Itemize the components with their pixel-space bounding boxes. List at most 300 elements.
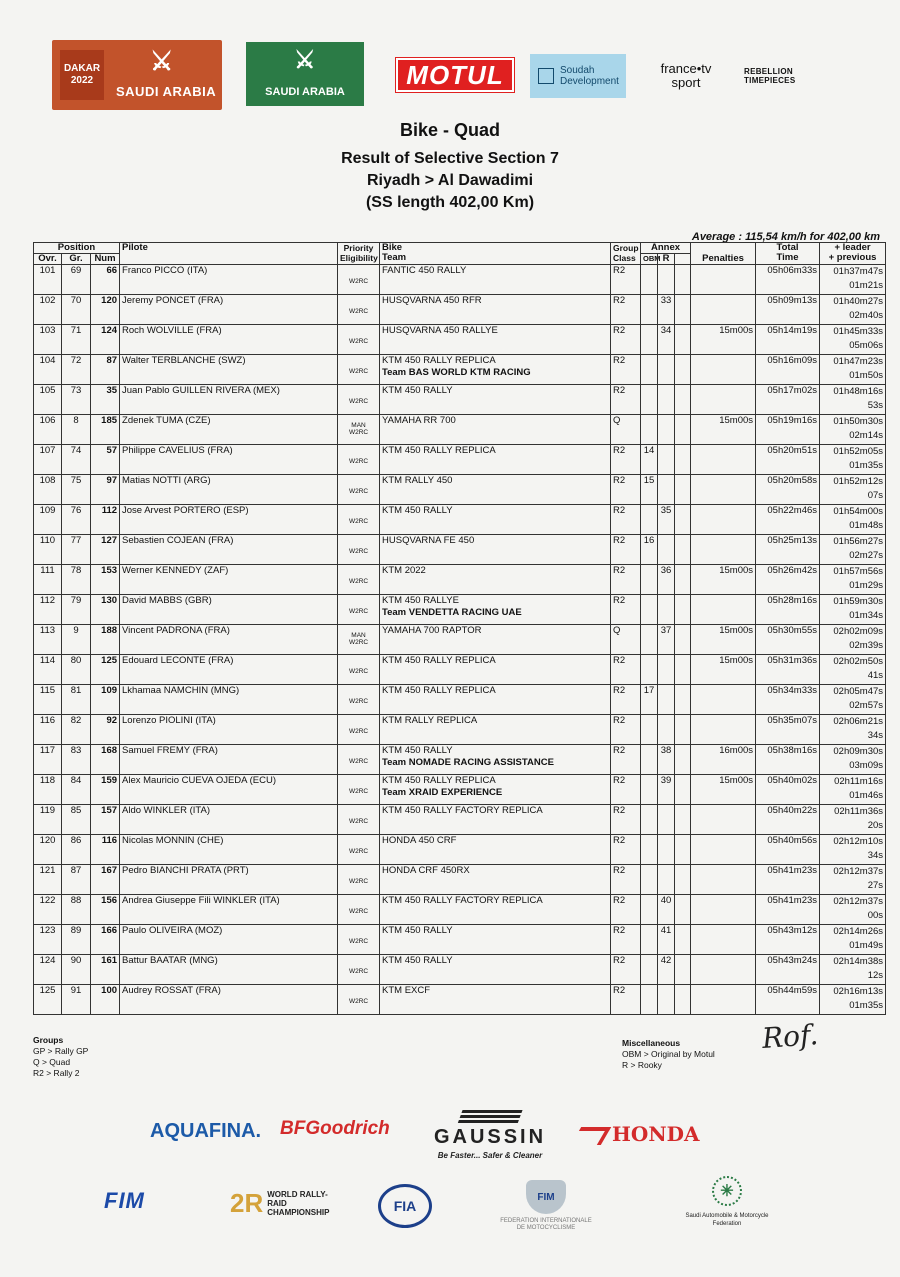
table-row (34, 895, 886, 925)
soudah-text: Soudah Development (560, 65, 619, 87)
cell-pilote: Matias NOTTI (ARG) (120, 475, 338, 505)
priority-label: W2RC (348, 998, 369, 1005)
cell-obm (641, 595, 658, 625)
header-obm: OBM (641, 254, 658, 265)
cell-bike-team (380, 625, 611, 655)
cell-pilote: Edouard LECONTE (FRA) (120, 655, 338, 685)
cell-num: 159 (91, 775, 120, 805)
bike-name: HONDA CRF 450RX (382, 865, 470, 876)
cell-ovr: 112 (34, 595, 62, 625)
cell-num: 156 (91, 895, 120, 925)
cell-empty (675, 415, 691, 445)
palm-swords-icon: ⚔ (150, 46, 174, 76)
cell-gr: 83 (62, 745, 91, 775)
cell-group: R2 (611, 925, 641, 955)
cell-obm (641, 505, 658, 535)
length-title: (SS length 402,00 Km) (365, 194, 535, 211)
gap-leader: 01h52m05s (833, 446, 884, 457)
cell-priority (338, 475, 380, 505)
header-total-line1: Total (776, 242, 799, 253)
cell-group: R2 (611, 715, 641, 745)
cell-penalties (691, 355, 756, 385)
gap-previous: 02m40s (849, 310, 884, 321)
cell-empty (675, 385, 691, 415)
cell-num: 125 (91, 655, 120, 685)
cell-pilote: Paulo OLIVEIRA (MOZ) (120, 925, 338, 955)
bike-name: KTM 450 RALLYE (382, 595, 459, 606)
cell-group: R2 (611, 505, 641, 535)
table-row (34, 565, 886, 595)
cell-obm (641, 775, 658, 805)
table-row (34, 835, 886, 865)
cell-total-time: 05h28m16s (756, 595, 820, 625)
bike-name: YAMAHA 700 RAPTOR (382, 625, 482, 636)
cell-ovr: 124 (34, 955, 62, 985)
cell-penalties (691, 835, 756, 865)
header-leader-line1: + leader (834, 242, 871, 253)
cell-empty (675, 835, 691, 865)
table-row (34, 475, 886, 505)
group-gp: GP > Rally GP (33, 1046, 89, 1056)
cell-total-time: 05h26m42s (756, 565, 820, 595)
cell-penalties: 15m00s (691, 415, 756, 445)
cell-ovr: 117 (34, 745, 62, 775)
cell-ovr: 105 (34, 385, 62, 415)
cell-bike-team (380, 805, 611, 835)
cell-r (658, 985, 675, 1015)
gap-previous: 01m48s (849, 520, 884, 531)
gap-leader: 02h16m13s (833, 986, 884, 997)
cell-obm: 15 (641, 475, 658, 505)
cell-total-time: 05h25m13s (756, 535, 820, 565)
gap-previous: 02m14s (849, 430, 884, 441)
cell-pilote: Lorenzo PIOLINI (ITA) (120, 715, 338, 745)
cell-penalties (691, 475, 756, 505)
cell-group: R2 (611, 385, 641, 415)
cell-r (658, 445, 675, 475)
results-table (33, 242, 886, 1015)
table-row (34, 415, 886, 445)
cell-ovr: 125 (34, 985, 62, 1015)
cell-penalties (691, 715, 756, 745)
cell-group: R2 (611, 535, 641, 565)
table-row (34, 325, 886, 355)
gap-leader: 01h56m27s (833, 536, 884, 547)
cell-priority (338, 445, 380, 475)
honda-logo (576, 1122, 699, 1146)
cell-obm (641, 655, 658, 685)
priority-label: W2RC (348, 488, 369, 495)
cell-obm: 16 (641, 535, 658, 565)
cell-ovr: 114 (34, 655, 62, 685)
cell-num: 100 (91, 985, 120, 1015)
bike-name: KTM 450 RALLY FACTORY REPLICA (382, 895, 543, 906)
cell-ovr: 119 (34, 805, 62, 835)
priority-label: W2RC (348, 578, 369, 585)
cell-num: 57 (91, 445, 120, 475)
route-title: Riyadh > Al Dawadimi (366, 172, 534, 189)
cell-priority (338, 505, 380, 535)
cell-r (658, 385, 675, 415)
header-priority-line2: Eligibility (340, 253, 378, 263)
cell-pilote: Audrey ROSSAT (FRA) (120, 985, 338, 1015)
gap-previous: 41s (867, 670, 884, 681)
gap-previous: 07s (867, 490, 884, 501)
gap-leader: 02h14m26s (833, 926, 884, 937)
cell-obm (641, 835, 658, 865)
gap-previous: 00s (867, 910, 884, 921)
priority-label: W2RC (348, 398, 369, 405)
cell-empty (675, 535, 691, 565)
gap-leader: 02h12m10s (833, 836, 884, 847)
table-row (34, 385, 886, 415)
priority-label: W2RC (348, 698, 369, 705)
cell-num: 97 (91, 475, 120, 505)
cell-r: 38 (658, 745, 675, 775)
cell-empty (675, 475, 691, 505)
team-name: Team NOMADE RACING ASSISTANCE (382, 757, 554, 768)
cell-num: 188 (91, 625, 120, 655)
cell-bike-team (380, 325, 611, 355)
cell-total-time: 05h43m24s (756, 955, 820, 985)
cell-ovr: 107 (34, 445, 62, 475)
francetv-line1: france•tv (660, 61, 712, 76)
fim-logo (496, 1180, 596, 1232)
bike-name: FANTIC 450 RALLY (382, 265, 467, 276)
cell-r (658, 805, 675, 835)
priority-label: W2RC (348, 848, 369, 855)
cell-pilote: Alex Mauricio CUEVA OJEDA (ECU) (120, 775, 338, 805)
cell-ovr: 108 (34, 475, 62, 505)
cell-penalties (691, 595, 756, 625)
cell-pilote: Philippe CAVELIUS (FRA) (120, 445, 338, 475)
cell-leader-previous (820, 685, 886, 715)
cell-total-time: 05h20m51s (756, 445, 820, 475)
cell-obm (641, 565, 658, 595)
header-total-line2: Time (776, 252, 799, 263)
cell-total-time: 05h16m09s (756, 355, 820, 385)
bike-name: KTM 450 RALLY (382, 745, 453, 756)
cell-obm (641, 745, 658, 775)
cell-pilote: Franco PICCO (ITA) (120, 265, 338, 295)
fim-subtitle: FEDERATION INTERNATIONALE DE MOTOCYCLISME (500, 1218, 592, 1231)
table-row (34, 805, 886, 835)
cell-gr: 84 (62, 775, 91, 805)
cell-group: R2 (611, 835, 641, 865)
misc-title: Miscellaneous (622, 1038, 681, 1048)
gaussin-logo (430, 1110, 550, 1160)
cell-pilote: Zdenek TUMA (CZE) (120, 415, 338, 445)
cell-empty (675, 745, 691, 775)
soudah-mark-icon (538, 68, 554, 84)
cell-empty (675, 325, 691, 355)
table-row (34, 655, 886, 685)
cell-pilote: Juan Pablo GUILLEN RIVERA (MEX) (120, 385, 338, 415)
cell-leader-previous (820, 265, 886, 295)
priority-label: MAN W2RC (348, 632, 369, 646)
aquafina-logo: AQUAFINA. (150, 1120, 262, 1142)
cell-total-time: 05h41m23s (756, 895, 820, 925)
gap-leader: 01h45m33s (833, 326, 884, 337)
cell-num: 35 (91, 385, 120, 415)
cell-bike-team (380, 565, 611, 595)
cell-obm (641, 415, 658, 445)
cell-pilote: Battur BAATAR (MNG) (120, 955, 338, 985)
motul-logo: MOTUL (396, 58, 514, 92)
cell-num: 185 (91, 415, 120, 445)
cell-group: R2 (611, 985, 641, 1015)
bike-name: KTM EXCF (382, 985, 431, 996)
cell-total-time: 05h09m13s (756, 295, 820, 325)
gap-leader: 01h57m56s (833, 566, 884, 577)
header-ovr: Ovr. (34, 254, 62, 265)
cell-total-time: 05h20m58s (756, 475, 820, 505)
cell-r: 42 (658, 955, 675, 985)
header-annex: Annex (641, 243, 691, 254)
priority-label: W2RC (348, 668, 369, 675)
table-row (34, 445, 886, 475)
gap-previous: 53s (867, 400, 884, 411)
cell-penalties (691, 955, 756, 985)
priority-label: W2RC (348, 938, 369, 945)
priority-label: W2RC (348, 308, 369, 315)
header-total-time (756, 243, 820, 265)
bike-name: KTM 450 RALLY (382, 385, 453, 396)
cell-gr: 69 (62, 265, 91, 295)
cell-group: R2 (611, 295, 641, 325)
cell-r: 35 (658, 505, 675, 535)
header-num: Num (91, 254, 120, 265)
cell-group: R2 (611, 775, 641, 805)
header-group-line2: Class (613, 253, 636, 263)
cell-ovr: 116 (34, 715, 62, 745)
group-q: Q > Quad (33, 1057, 71, 1067)
header-team: Team (382, 252, 407, 263)
cell-leader-previous (820, 295, 886, 325)
cell-num: 130 (91, 595, 120, 625)
cell-priority (338, 595, 380, 625)
priority-label: W2RC (348, 728, 369, 735)
section-title: Result of Selective Section 7 (341, 150, 559, 167)
gap-leader: 01h47m23s (833, 356, 884, 367)
cell-obm (641, 805, 658, 835)
bike-name: HONDA 450 CRF (382, 835, 457, 846)
cell-gr: 87 (62, 865, 91, 895)
cell-ovr: 106 (34, 415, 62, 445)
cell-group: Q (611, 625, 641, 655)
cell-obm: 14 (641, 445, 658, 475)
cell-r (658, 475, 675, 505)
rebellion-logo: REBELLION TIMEPIECES (744, 67, 796, 85)
cell-gr: 88 (62, 895, 91, 925)
bfgoodrich-logo: BFGoodrich (280, 1118, 390, 1139)
priority-label: W2RC (348, 968, 369, 975)
honda-wing-icon (571, 1127, 611, 1145)
cell-r (658, 415, 675, 445)
wrrc-logo (230, 1188, 337, 1219)
cell-num: 124 (91, 325, 120, 355)
bike-name: KTM 450 RALLY FACTORY REPLICA (382, 805, 543, 816)
table-row (34, 925, 886, 955)
header-empty (675, 254, 691, 265)
cell-bike-team (380, 265, 611, 295)
cell-leader-previous (820, 745, 886, 775)
gap-previous: 12s (867, 970, 884, 981)
gap-previous: 02m57s (849, 700, 884, 711)
cell-pilote: Walter TERBLANCHE (SWZ) (120, 355, 338, 385)
cell-total-time: 05h30m55s (756, 625, 820, 655)
gap-previous: 27s (867, 880, 884, 891)
cell-ovr: 110 (34, 535, 62, 565)
cell-obm (641, 625, 658, 655)
cell-num: 161 (91, 955, 120, 985)
cell-gr: 72 (62, 355, 91, 385)
cell-r: 41 (658, 925, 675, 955)
cell-total-time: 05h22m46s (756, 505, 820, 535)
cell-gr: 77 (62, 535, 91, 565)
cell-priority (338, 895, 380, 925)
priority-label: W2RC (348, 788, 369, 795)
priority-label: W2RC (348, 338, 369, 345)
gap-previous: 20s (867, 820, 884, 831)
cell-pilote: Roch WOLVILLE (FRA) (120, 325, 338, 355)
priority-label: W2RC (348, 368, 369, 375)
gap-leader: 02h12m37s (833, 896, 884, 907)
table-row (34, 505, 886, 535)
cell-r (658, 535, 675, 565)
cell-gr: 79 (62, 595, 91, 625)
cell-total-time: 05h40m56s (756, 835, 820, 865)
cell-pilote: Jeremy PONCET (FRA) (120, 295, 338, 325)
cell-group: R2 (611, 655, 641, 685)
cell-priority (338, 865, 380, 895)
cell-penalties (691, 985, 756, 1015)
cell-bike-team (380, 985, 611, 1015)
gap-leader: 02h12m37s (833, 866, 884, 877)
cell-obm: 17 (641, 685, 658, 715)
cell-num: 116 (91, 835, 120, 865)
header-priority (338, 243, 380, 265)
cell-obm (641, 265, 658, 295)
cell-group: R2 (611, 685, 641, 715)
header-leader-line2: + previous (828, 252, 877, 263)
cell-num: 112 (91, 505, 120, 535)
cell-gr: 80 (62, 655, 91, 685)
cell-r: 39 (658, 775, 675, 805)
cell-gr: 86 (62, 835, 91, 865)
cell-r: 37 (658, 625, 675, 655)
gap-leader: 02h11m36s (834, 806, 884, 817)
cell-penalties (691, 535, 756, 565)
gap-previous: 01m34s (849, 610, 884, 621)
bike-name: KTM 450 RALLY REPLICA (382, 445, 496, 456)
gaussin-tagline: Be Faster... Safer & Cleaner (437, 1151, 543, 1160)
cell-bike-team (380, 385, 611, 415)
gap-leader: 01h50m30s (833, 416, 884, 427)
cell-ovr: 121 (34, 865, 62, 895)
cell-empty (675, 865, 691, 895)
cell-penalties (691, 805, 756, 835)
bike-name: HUSQVARNA 450 RFR (382, 295, 482, 306)
gap-previous: 01m29s (849, 580, 884, 591)
bike-name: KTM 450 RALLY (382, 925, 453, 936)
cell-obm (641, 385, 658, 415)
cell-num: 153 (91, 565, 120, 595)
cell-pilote: Lkhamaa NAMCHIN (MNG) (120, 685, 338, 715)
bike-name: KTM 450 RALLY (382, 955, 453, 966)
cell-ovr: 104 (34, 355, 62, 385)
cell-priority (338, 355, 380, 385)
cell-obm (641, 895, 658, 925)
cell-total-time: 05h14m19s (756, 325, 820, 355)
bike-name: KTM RALLY REPLICA (382, 715, 478, 726)
priority-label: W2RC (348, 548, 369, 555)
cell-bike-team (380, 595, 611, 625)
cell-leader-previous (820, 805, 886, 835)
bike-name: YAMAHA RR 700 (382, 415, 456, 426)
cell-pilote: Andrea Giuseppe Fili WINKLER (ITA) (120, 895, 338, 925)
table-row (34, 625, 886, 655)
cell-empty (675, 955, 691, 985)
cell-priority (338, 985, 380, 1015)
cell-total-time: 05h40m22s (756, 805, 820, 835)
cell-ovr: 123 (34, 925, 62, 955)
gap-previous: 01m46s (849, 790, 884, 801)
priority-label: W2RC (348, 608, 369, 615)
cell-priority (338, 625, 380, 655)
cell-obm (641, 355, 658, 385)
cell-empty (675, 625, 691, 655)
table-row (34, 985, 886, 1015)
gap-leader: 02h09m30s (833, 746, 884, 757)
cell-obm (641, 985, 658, 1015)
cell-bike-team (380, 925, 611, 955)
cell-priority (338, 685, 380, 715)
header-leader-previous (820, 243, 886, 265)
cell-pilote: Nicolas MONNIN (CHE) (120, 835, 338, 865)
cell-gr: 9 (62, 625, 91, 655)
table-row (34, 535, 886, 565)
cell-empty (675, 895, 691, 925)
cell-pilote: Samuel FREMY (FRA) (120, 745, 338, 775)
gap-previous: 01m49s (849, 940, 884, 951)
cell-leader-previous (820, 865, 886, 895)
table-row (34, 775, 886, 805)
cell-group: R2 (611, 475, 641, 505)
table-row (34, 955, 886, 985)
cell-empty (675, 805, 691, 835)
cell-bike-team (380, 715, 611, 745)
cell-leader-previous (820, 925, 886, 955)
cell-ovr: 109 (34, 505, 62, 535)
groups-legend (33, 1035, 88, 1079)
cell-priority (338, 565, 380, 595)
cell-ovr: 103 (34, 325, 62, 355)
cell-bike-team (380, 475, 611, 505)
priority-label: W2RC (348, 278, 369, 285)
fim-badge: FIM (526, 1180, 566, 1214)
priority-label: W2RC (348, 908, 369, 915)
cell-ovr: 122 (34, 895, 62, 925)
fia-logo: FIA (378, 1184, 432, 1228)
cell-penalties (691, 865, 756, 895)
cell-group: R2 (611, 265, 641, 295)
cell-gr: 73 (62, 385, 91, 415)
cell-empty (675, 565, 691, 595)
cell-bike-team (380, 775, 611, 805)
table-row (34, 265, 886, 295)
cell-empty (675, 355, 691, 385)
